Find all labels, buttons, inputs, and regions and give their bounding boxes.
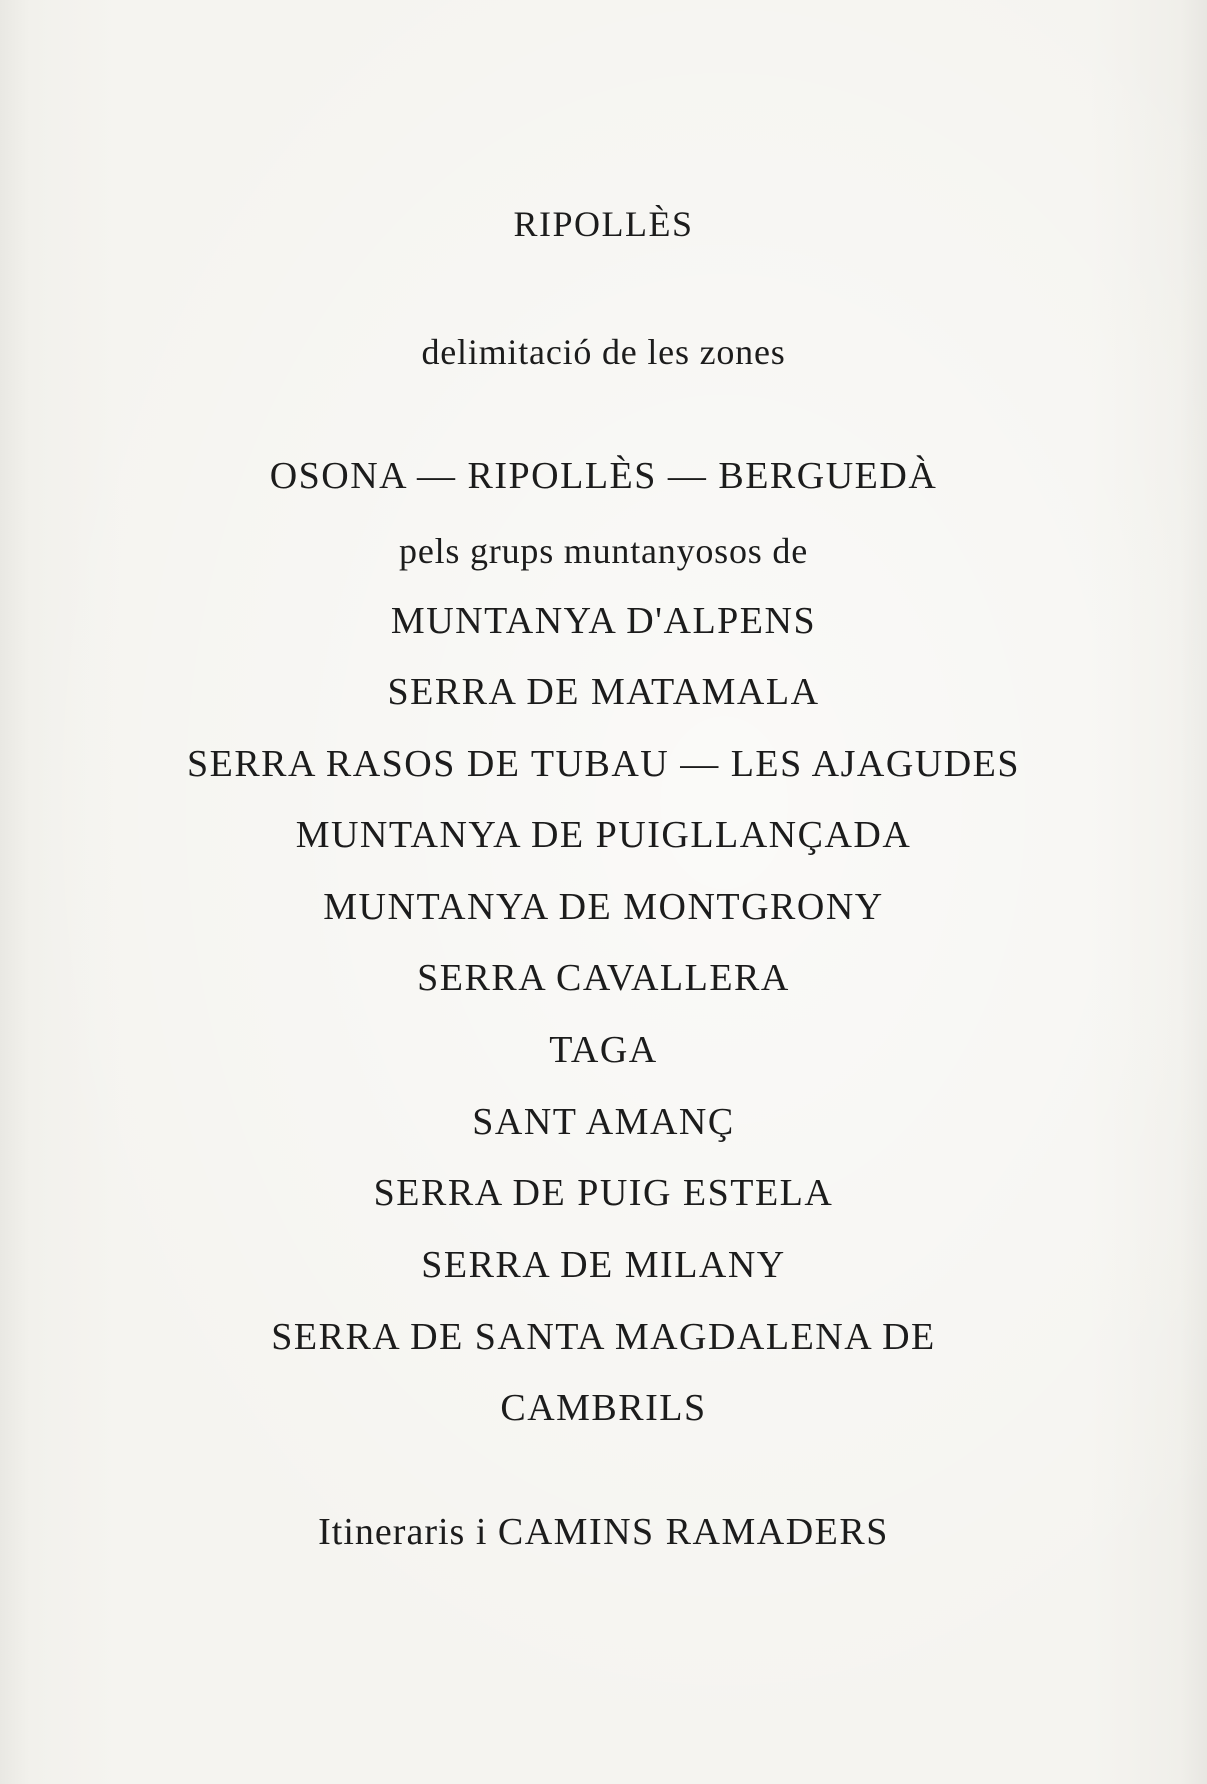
boundary-line: OSONA — RIPOLLÈS — BERGUEDÀ	[269, 455, 938, 497]
page-title: RIPOLLÈS	[513, 204, 694, 244]
mountain-group-6: SERRA CAVALLERA	[417, 957, 790, 999]
mountain-group-5: MUNTANYA DE MONTGRONY	[323, 886, 884, 928]
mountain-group-7: TAGA	[549, 1029, 658, 1071]
mountain-group-8: SANT AMANÇ	[472, 1101, 735, 1143]
mountain-group-4: MUNTANYA DE PUIGLLANÇADA	[295, 814, 912, 856]
mountain-group-11: SERRA DE SANTA MAGDALENA DE	[271, 1316, 936, 1358]
mountain-group-1: MUNTANYA D'ALPENS	[390, 600, 817, 642]
footer-line	[0, 1513, 1207, 1551]
mountain-group-2: SERRA DE MATAMALA	[387, 671, 820, 713]
page-subtitle: delimitació de les zones	[421, 332, 786, 372]
footer-caps: CAMINS RAMADERS	[497, 1511, 889, 1553]
mountain-group-3: SERRA RASOS DE TUBAU — LES AJAGUDES	[186, 743, 1021, 785]
mountain-group-10: SERRA DE MILANY	[421, 1244, 786, 1286]
mountain-group-9: SERRA DE PUIG ESTELA	[373, 1172, 834, 1214]
footer-prefix: Itineraris i	[318, 1511, 488, 1553]
intro-line: pels grups muntanyosos de	[399, 531, 808, 571]
mountain-group-11-continued: CAMBRILS	[500, 1387, 707, 1429]
